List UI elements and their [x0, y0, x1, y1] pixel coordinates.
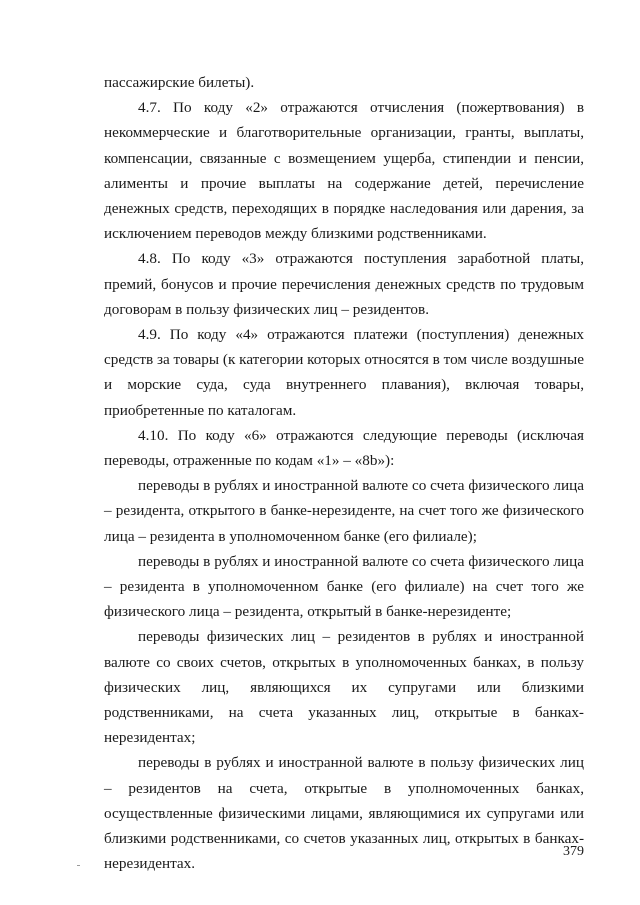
paragraph-transfer-item-1: переводы в рублях и иностранной валюте со счета физического лица – резидента, открытого в банке-нерезиденте, на счет того же физического лица – резидента в уполномоченном банке (его филиале); — [104, 477, 584, 545]
paragraph-transfer-item-2: переводы в рублях и иностранной валюте со счета физического лица – резидента в уполномоченном банке (его филиале) на счет того же физического лица – резидента, открытый в банке-нерезиденте; — [104, 552, 584, 621]
paragraph-4-9: 4.9. По коду «4» отражаются платежи (поступления) денежных средств за товары (к категории которых относятся в том числе воздушные и морские суда, суда внутреннего плавания), включая товары, приобретенные по каталогам. — [104, 326, 584, 419]
paragraph-transfer-item-3: переводы физических лиц – резидентов в рублях и иностранной валюте со своих счетов, открытых в уполномоченных банках, в пользу физических лиц, являющихся их супругами или близкими родственниками, на счета указанных лиц, открытые в банках-нерезидентах; — [104, 628, 584, 747]
scan-artifact — [77, 865, 80, 866]
paragraph-4-7: 4.7. По коду «2» отражаются отчисления (пожертвования) в некоммерческие и благотворительные организации, гранты, выплаты, компенсации, связанные с возмещением ущерба, стипендии и пенсии, алименты и прочие выплаты на содержание детей, перечисление денежных средств, переходящих в порядке наследования или дарения, за исключением переводов между близкими родственниками. — [104, 99, 584, 243]
paragraph-4-8: 4.8. По коду «3» отражаются поступления заработной платы, премий, бонусов и прочие перечисления денежных средств по трудовым договорам в пользу физических лиц – резидентов. — [104, 250, 584, 318]
paragraph-transfer-item-4: переводы в рублях и иностранной валюте в пользу физических лиц – резидентов на счета, открытые в уполномоченных банках, осуществленные физическими лицами, являющимися их супругами или близкими родственниками, со счетов указанных лиц, открытых в банках-нерезидентах. — [104, 754, 584, 873]
document-body — [104, 70, 584, 877]
page-number: 379 — [563, 844, 584, 859]
paragraph-4-10: 4.10. По коду «6» отражаются следующие переводы (исключая переводы, отраженные по кодам «1» – «8b»): — [104, 426, 584, 470]
paragraph-continuation: пассажирские билеты). — [104, 74, 255, 91]
